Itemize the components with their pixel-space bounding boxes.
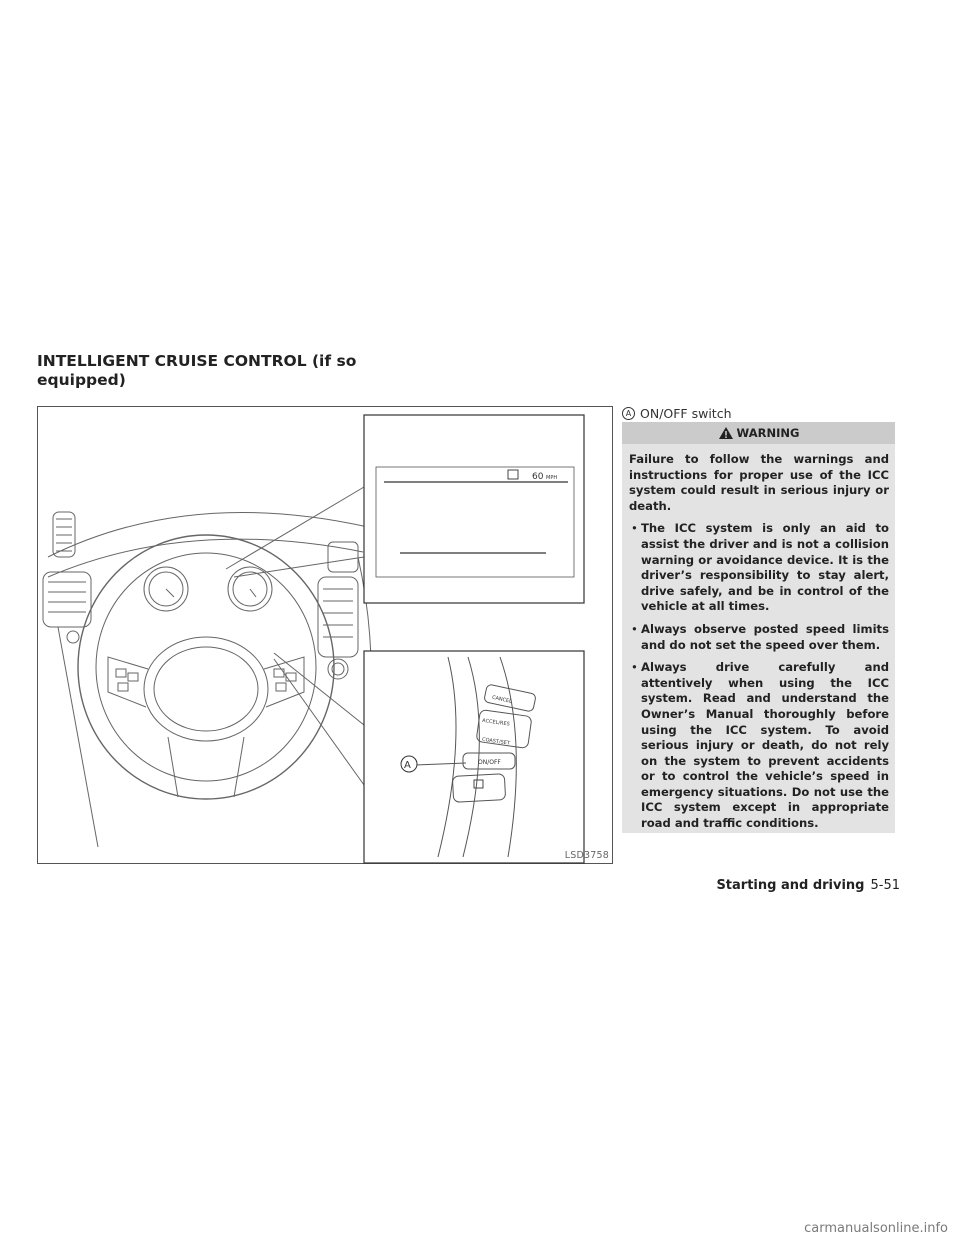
switch-accel-res-label: ACCEL/RES xyxy=(481,717,511,728)
display-speed: 60 xyxy=(532,472,544,482)
switch-coast-set-label: COAST/SET xyxy=(481,736,511,747)
warning-list xyxy=(629,521,889,831)
warning-intro: Failure to follow the warnings and instructions for proper use of the ICC system could result in serious injury or death. xyxy=(629,452,889,513)
switch-on-off-label: ON/OFF xyxy=(478,759,501,766)
warning-item: • The ICC system is only an aid to assist the driver and is not a collision warning or avoidance device. It is the driver’s responsibility to stay alert, drive safely, and be in control of the vehicle at all times. xyxy=(631,521,889,614)
warning-box xyxy=(622,422,895,833)
steering-wheel-illustration xyxy=(38,407,614,865)
callout-a xyxy=(622,406,897,421)
page-number: 5-51 xyxy=(870,878,900,893)
warning-item: • Always drive carefully and attentively when using the ICC system. Read and understand the Owner’s Manual thoroughly before using the ICC system. To avoid serious injury or death, do not rely on the system to prevent accidents or to control the vehicle’s speed in emergency situations. Do not use the ICC system except in appropriate road and traffic conditions. xyxy=(631,660,889,831)
callout-a-letter: A xyxy=(404,760,411,771)
warning-heading: WARNING xyxy=(736,426,800,440)
watermark: carmanualsonline.info xyxy=(804,1221,948,1236)
section-title: INTELLIGENT CRUISE CONTROL (if so equipped) xyxy=(37,352,357,389)
callout-letter-icon: A xyxy=(622,407,635,420)
callout-text: ON/OFF switch xyxy=(640,406,732,421)
footer-section: Starting and driving xyxy=(716,878,865,893)
figure-code: LSD3758 xyxy=(564,850,609,861)
figure-steering-wheel xyxy=(37,406,613,864)
switch-cancel-label: CANCEL xyxy=(491,694,513,705)
warning-body xyxy=(622,444,895,832)
display-unit: MPH xyxy=(546,475,558,481)
page-footer xyxy=(716,878,900,893)
warning-header xyxy=(622,422,895,444)
warning-item: • Always observe posted speed limits and do not set the speed over them. xyxy=(631,621,889,652)
warning-triangle-icon xyxy=(718,426,734,440)
